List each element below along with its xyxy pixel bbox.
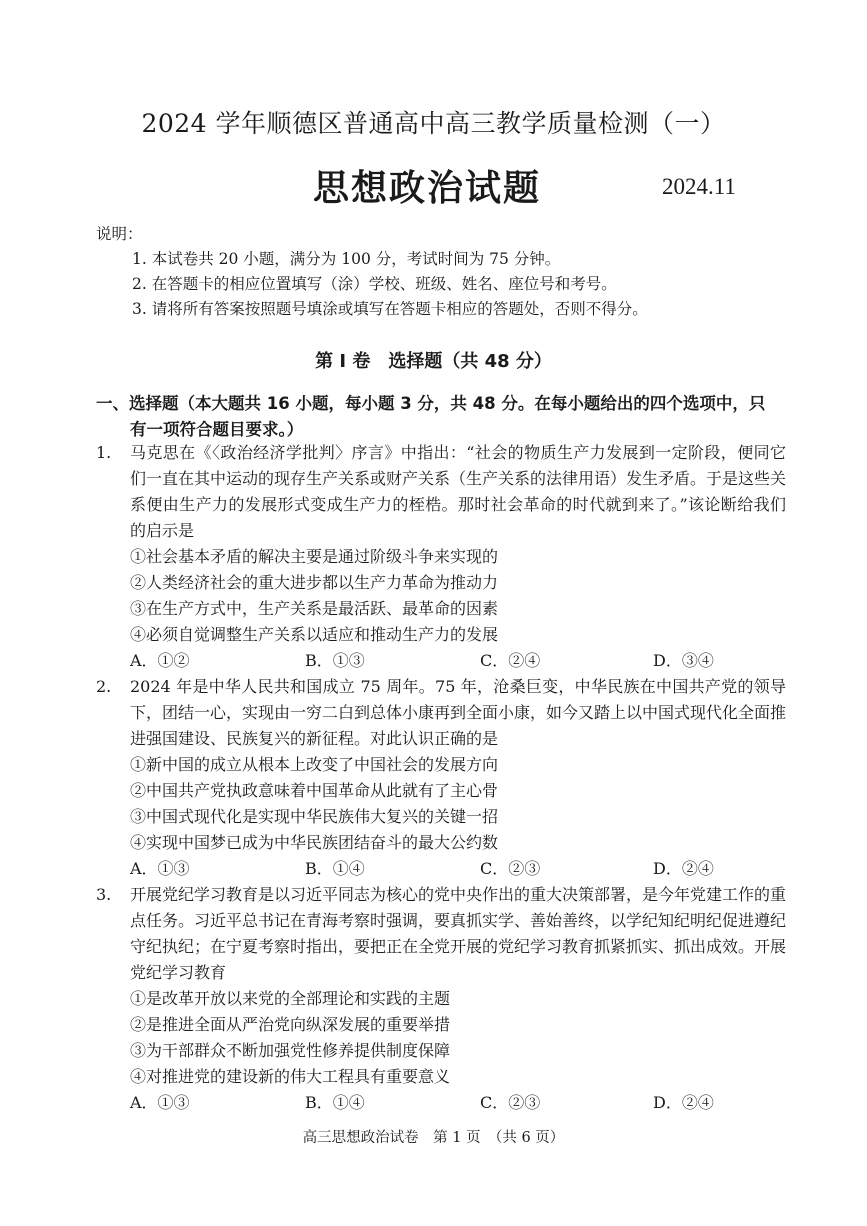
question-number: 3. xyxy=(96,885,112,904)
question-stem: 2024 年是中华人民共和国成立 75 周年。75 年，沧桑巨变，中华民族在中国共产党的领导下，团结一心，实现由一穷二白到总体小康再到全面小康，如今又踏上以中国式现代化全面推进强国建设、民族复兴的新征程。对此认识正确的是 xyxy=(130,677,787,748)
instruction-item: 1. 本试卷共 20 小题，满分为 100 分，考试时间为 75 分钟。 xyxy=(132,250,561,268)
instruction-item: 2. 在答题卡的相应位置填写（涂）学校、班级、姓名、座位号和考号。 xyxy=(132,275,617,293)
statement-option: ②中国共产党执政意味着中国革命从此就有了主心骨 xyxy=(130,781,499,800)
question-body xyxy=(130,674,786,882)
question-1 xyxy=(96,440,786,674)
statement-option: ③在生产方式中，生产关系是最活跃、最革命的因素 xyxy=(130,599,499,618)
answer-choice-a: A．①② xyxy=(130,651,190,670)
answer-choices xyxy=(130,1090,786,1116)
question-stem: 开展党纪学习教育是以习近平同志为核心的党中央作出的重大决策部署，是今年党建工作的重点任务。习近平总书记在青海考察时强调，要真抓实学、善始善终，以学纪知纪明纪促进遵纪守纪执纪；在宁夏考察时指出，要把正在全党开展的党纪学习教育抓紧抓实、抓出成效。开展党纪学习教育 xyxy=(130,885,787,982)
statement-option: ④实现中国梦已成为中华民族团结奋斗的最大公约数 xyxy=(130,833,499,852)
question-2 xyxy=(96,674,786,882)
answer-choice-d: D．②④ xyxy=(653,859,714,878)
answer-choices xyxy=(130,856,786,882)
statement-option: ①新中国的成立从根本上改变了中国社会的发展方向 xyxy=(130,755,499,774)
instruction-item: 3. 请将所有答案按照题号填涂或填写在答题卡相应的答题处，否则不得分。 xyxy=(132,300,648,318)
statement-option: ④必须自觉调整生产关系以适应和推动生产力的发展 xyxy=(130,625,499,644)
instructions-label: 说明： xyxy=(96,225,143,243)
question-body xyxy=(130,882,786,1116)
instructions xyxy=(96,222,648,322)
statement-option: ①是改革开放以来党的全部理论和实践的主题 xyxy=(130,989,451,1008)
answer-choice-d: D．③④ xyxy=(653,651,714,670)
section-title: 第 I 卷 选择题（共 48 分） xyxy=(315,351,552,372)
answer-choice-b: B．①④ xyxy=(305,1093,365,1112)
question-3 xyxy=(96,882,786,1116)
part-heading-line: 有一项符合题目要求。） xyxy=(130,420,304,439)
answer-choice-b: B．①④ xyxy=(305,859,365,878)
exam-title: 2024 学年顺德区普通高中高三教学质量检测（一） xyxy=(141,109,726,138)
statement-option: ②人类经济社会的重大进步都以生产力革命为推动力 xyxy=(130,573,499,592)
answer-choice-d: D．②④ xyxy=(653,1093,714,1112)
answer-choice-c: C．②③ xyxy=(480,859,541,878)
question-stem: 马克思在《〈政治经济学批判〉序言》中指出：“社会的物质生产力发展到一定阶段，便同它们一直在其中运动的现存生产关系或财产关系（生产关系的法律用语）发生矛盾。于是这些关系便由生产力的发展形式变成生产力的桎梏。那时社会革命的时代就到来了。”该论断给我们的启示是 xyxy=(130,443,787,540)
question-number: 1. xyxy=(96,443,112,462)
subject-title: 思想政治试题 xyxy=(313,167,542,209)
page-footer: 高三思想政治试卷 第 1 页 （共 6 页） xyxy=(302,1130,565,1146)
statement-option: ④对推进党的建设新的伟大工程具有重要意义 xyxy=(130,1067,451,1086)
answer-choices xyxy=(130,648,786,674)
answer-choice-a: A．①③ xyxy=(130,859,190,878)
part-heading xyxy=(96,391,776,443)
question-number: 2. xyxy=(96,677,112,696)
part-heading-line: 一、选择题（本大题共 16 小题，每小题 3 分，共 48 分。在每小题给出的四个选项中，只 xyxy=(96,394,766,413)
answer-choice-c: C．②③ xyxy=(480,1093,541,1112)
answer-choice-b: B．①③ xyxy=(305,651,365,670)
statement-option: ①社会基本矛盾的解决主要是通过阶级斗争来实现的 xyxy=(130,547,499,566)
answer-choice-a: A．①③ xyxy=(130,1093,190,1112)
statement-option: ③为干部群众不断加强党性修养提供制度保障 xyxy=(130,1041,451,1060)
exam-date: 2024.11 xyxy=(662,174,736,199)
answer-choice-c: C．②④ xyxy=(480,651,541,670)
question-body xyxy=(130,440,786,674)
statement-option: ②是推进全面从严治党向纵深发展的重要举措 xyxy=(130,1015,451,1034)
statement-option: ③中国式现代化是实现中华民族伟大复兴的关键一招 xyxy=(130,807,499,826)
